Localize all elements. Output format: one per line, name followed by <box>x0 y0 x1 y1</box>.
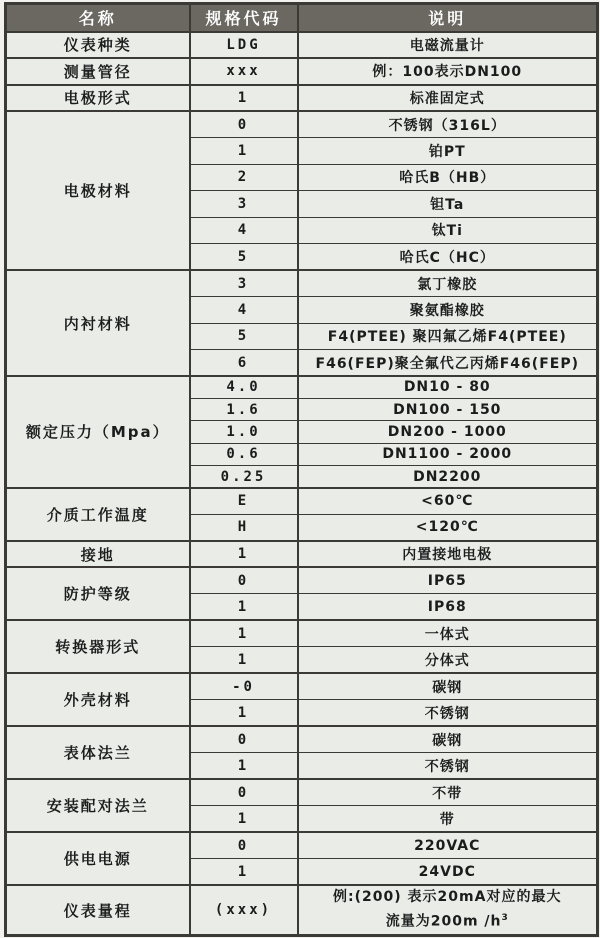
desc-cell: IP68 <box>298 594 598 621</box>
table-row <box>6 726 598 753</box>
code-cell: 1 <box>190 85 298 112</box>
code-cell: 6 <box>190 350 298 377</box>
desc-cell: 不锈钢（316L） <box>298 111 598 138</box>
header-name: 名称 <box>6 4 190 32</box>
code-cell: -0 <box>190 673 298 700</box>
name-cell: 防护等级 <box>6 567 190 620</box>
desc-line-1: 例:(200) 表示20mA对应的最大 <box>333 889 562 906</box>
code-cell: LDG <box>190 32 298 59</box>
code-cell: 2 <box>190 164 298 191</box>
code-cell: 1 <box>190 806 298 833</box>
code-cell: (xxx) <box>190 885 298 935</box>
desc-cell: <120℃ <box>298 514 598 541</box>
code-cell: 1.6 <box>190 398 298 420</box>
desc-cell: 分体式 <box>298 647 598 674</box>
desc-cell: 内置接地电极 <box>298 541 598 568</box>
header-desc: 说明 <box>298 4 598 32</box>
code-cell: 0 <box>190 726 298 753</box>
table-row <box>6 270 598 297</box>
code-cell: 1 <box>190 700 298 727</box>
desc-cell: 钛Ti <box>298 217 598 244</box>
desc-cell <box>298 885 598 935</box>
code-cell: 5 <box>190 244 298 271</box>
name-cell: 转换器形式 <box>6 620 190 673</box>
superscript-3: 3 <box>501 913 509 924</box>
table-row <box>6 541 598 568</box>
table-row <box>6 111 598 138</box>
code-cell: 0 <box>190 832 298 859</box>
table-row <box>6 620 598 647</box>
desc-cell: 不锈钢 <box>298 753 598 780</box>
code-cell: E <box>190 488 298 515</box>
name-cell: 仪表量程 <box>6 885 190 935</box>
desc-cell: 220VAC <box>298 832 598 859</box>
desc-cell: DN2200 <box>298 466 598 488</box>
code-cell: 1 <box>190 620 298 647</box>
code-cell: 1 <box>190 138 298 165</box>
table-row <box>6 832 598 859</box>
desc-cell: DN200 - 1000 <box>298 421 598 443</box>
code-cell: 4 <box>190 217 298 244</box>
code-cell: 1.0 <box>190 421 298 443</box>
name-cell: 外壳材料 <box>6 673 190 726</box>
code-cell: 1 <box>190 647 298 674</box>
flowmeter-spec-table <box>4 2 599 937</box>
desc-cell: 聚氨酯橡胶 <box>298 297 598 324</box>
name-cell: 介质工作温度 <box>6 488 190 541</box>
desc-cell: 标准固定式 <box>298 85 598 112</box>
desc-line-2: 流量为200m $/h^3$ <box>385 913 509 931</box>
desc-cell: 碳钢 <box>298 673 598 700</box>
desc-cell: 哈氏B（HB） <box>298 164 598 191</box>
code-cell: 0 <box>190 111 298 138</box>
name-cell: 供电电源 <box>6 832 190 885</box>
code-cell: 4.0 <box>190 376 298 398</box>
code-cell: 0 <box>190 779 298 806</box>
desc-cell: IP65 <box>298 567 598 594</box>
table-row <box>6 885 598 935</box>
desc-cell: 碳钢 <box>298 726 598 753</box>
code-cell: 1 <box>190 753 298 780</box>
desc-cell: 电磁流量计 <box>298 32 598 59</box>
code-cell: 1 <box>190 594 298 621</box>
code-cell: 3 <box>190 270 298 297</box>
desc-cell: DN1100 - 2000 <box>298 443 598 465</box>
code-cell: 1 <box>190 541 298 568</box>
name-cell: 接地 <box>6 541 190 568</box>
header-code: 规格代码 <box>190 4 298 32</box>
code-cell: 0 <box>190 567 298 594</box>
name-cell: 安装配对法兰 <box>6 779 190 832</box>
desc-cell: 例：100表示DN100 <box>298 58 598 85</box>
desc-cell: 哈氏C（HC） <box>298 244 598 271</box>
code-cell: 4 <box>190 297 298 324</box>
name-cell: 额定压力（Mpa） <box>6 376 190 488</box>
code-cell: 1 <box>190 859 298 886</box>
desc-cell: F4(PTEE) 聚四氟乙烯F4(PTEE) <box>298 323 598 350</box>
desc-cell: 不锈钢 <box>298 700 598 727</box>
name-cell: 仪表种类 <box>6 32 190 59</box>
code-cell: xxx <box>190 58 298 85</box>
name-cell: 测量管径 <box>6 58 190 85</box>
table-row <box>6 567 598 594</box>
desc-cell: 铂PT <box>298 138 598 165</box>
code-cell: 3 <box>190 191 298 218</box>
table-row <box>6 488 598 515</box>
desc-cell: 24VDC <box>298 859 598 886</box>
table-row <box>6 779 598 806</box>
desc-cell: F46(FEP)聚全氟代乙丙烯F46(FEP) <box>298 350 598 377</box>
code-cell: 0.6 <box>190 443 298 465</box>
name-cell: 电极形式 <box>6 85 190 112</box>
code-cell: 0.25 <box>190 466 298 488</box>
table-row <box>6 376 598 398</box>
table-row <box>6 58 598 85</box>
table-row <box>6 673 598 700</box>
name-cell: 表体法兰 <box>6 726 190 779</box>
desc-cell: DN10 - 80 <box>298 376 598 398</box>
header-row <box>6 4 598 32</box>
desc-cell: 带 <box>298 806 598 833</box>
name-cell: 内衬材料 <box>6 270 190 376</box>
code-cell: 5 <box>190 323 298 350</box>
desc-cell: <60℃ <box>298 488 598 515</box>
table-row <box>6 85 598 112</box>
desc-cell: 氯丁橡胶 <box>298 270 598 297</box>
desc-cell: 不带 <box>298 779 598 806</box>
name-cell: 电极材料 <box>6 111 190 270</box>
desc-cell: 一体式 <box>298 620 598 647</box>
desc-cell: DN100 - 150 <box>298 398 598 420</box>
table-row <box>6 32 598 59</box>
desc-cell: 钽Ta <box>298 191 598 218</box>
code-cell: H <box>190 514 298 541</box>
